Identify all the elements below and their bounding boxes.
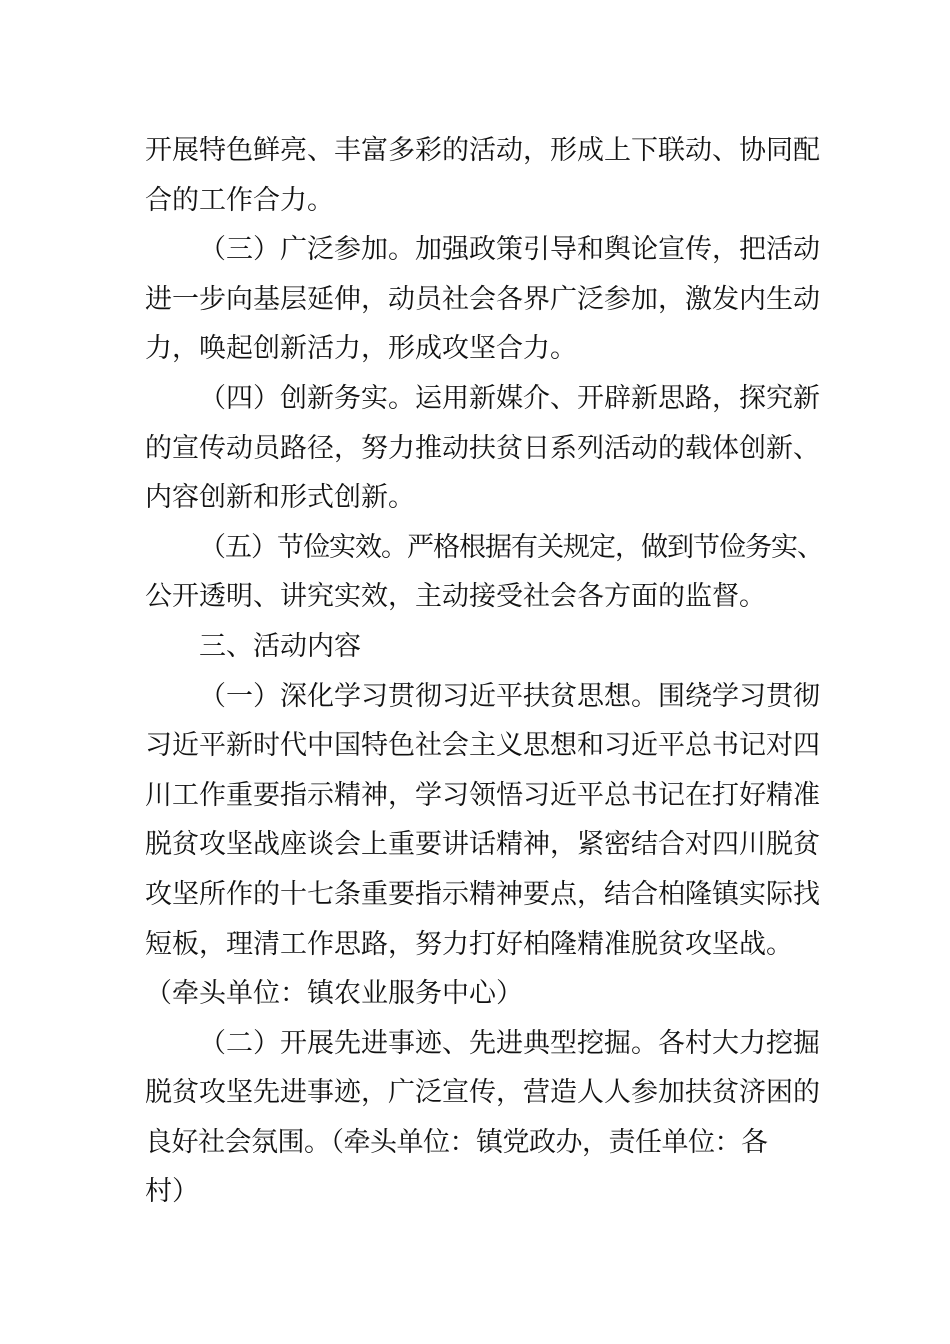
text-line: 开展特色鲜亮、丰富多彩的活动，形成上下联动、协同配	[145, 135, 820, 166]
text-line: 攻坚所作的十七条重要指示精神要点，结合柏隆镇实际找	[145, 878, 820, 910]
section-heading: 三、活动内容	[199, 630, 361, 662]
paragraph-first-line: （四）创新务实。运用新媒介、开辟新思路，探究新	[199, 382, 820, 414]
text-line: 习近平新时代中国特色社会主义思想和习近平总书记对四	[145, 730, 820, 762]
paragraph-first-line: （五）节俭实效。严格根据有关规定，做到节俭务实、	[199, 531, 823, 563]
text-line: 脱贫攻坚战座谈会上重要讲话精神，紧密结合对四川脱贫	[145, 829, 820, 861]
text-line: 力，唤起创新活力，形成攻坚合力。	[145, 333, 577, 365]
paragraph-first-line: （一）深化学习贯彻习近平扶贫思想。围绕学习贯彻	[199, 680, 820, 712]
text-line: 脱贫攻坚先进事迹，广泛宣传，营造人人参加扶贫济困的	[145, 1077, 820, 1109]
text-line: （牵头单位：镇农业服务中心）	[145, 978, 523, 1010]
paragraph-first-line: （二）开展先进事迹、先进典型挖掘。各村大力挖掘	[199, 1027, 820, 1059]
paragraph-first-line: （三）广泛参加。加强政策引导和舆论宣传，把活动	[199, 234, 820, 266]
text-line: 合的工作合力。	[145, 184, 334, 216]
text-line: 川工作重要指示精神，学习领悟习近平总书记在打好精准	[145, 779, 820, 811]
text-line: 村）	[145, 1176, 199, 1208]
document-body	[145, 126, 823, 1217]
text-line: 良好社会氛围。（牵头单位：镇党政办，责任单位：各	[145, 1126, 768, 1158]
text-line: 内容创新和形式创新。	[145, 482, 415, 514]
text-line: 短板，理清工作思路，努力打好柏隆精准脱贫攻坚战。	[145, 928, 793, 960]
text-line: 的宣传动员路径，努力推动扶贫日系列活动的载体创新、	[145, 432, 820, 464]
text-line: 进一步向基层延伸，动员社会各界广泛参加，激发内生动	[145, 283, 820, 315]
text-line: 公开透明、讲究实效，主动接受社会各方面的监督。	[145, 581, 766, 613]
